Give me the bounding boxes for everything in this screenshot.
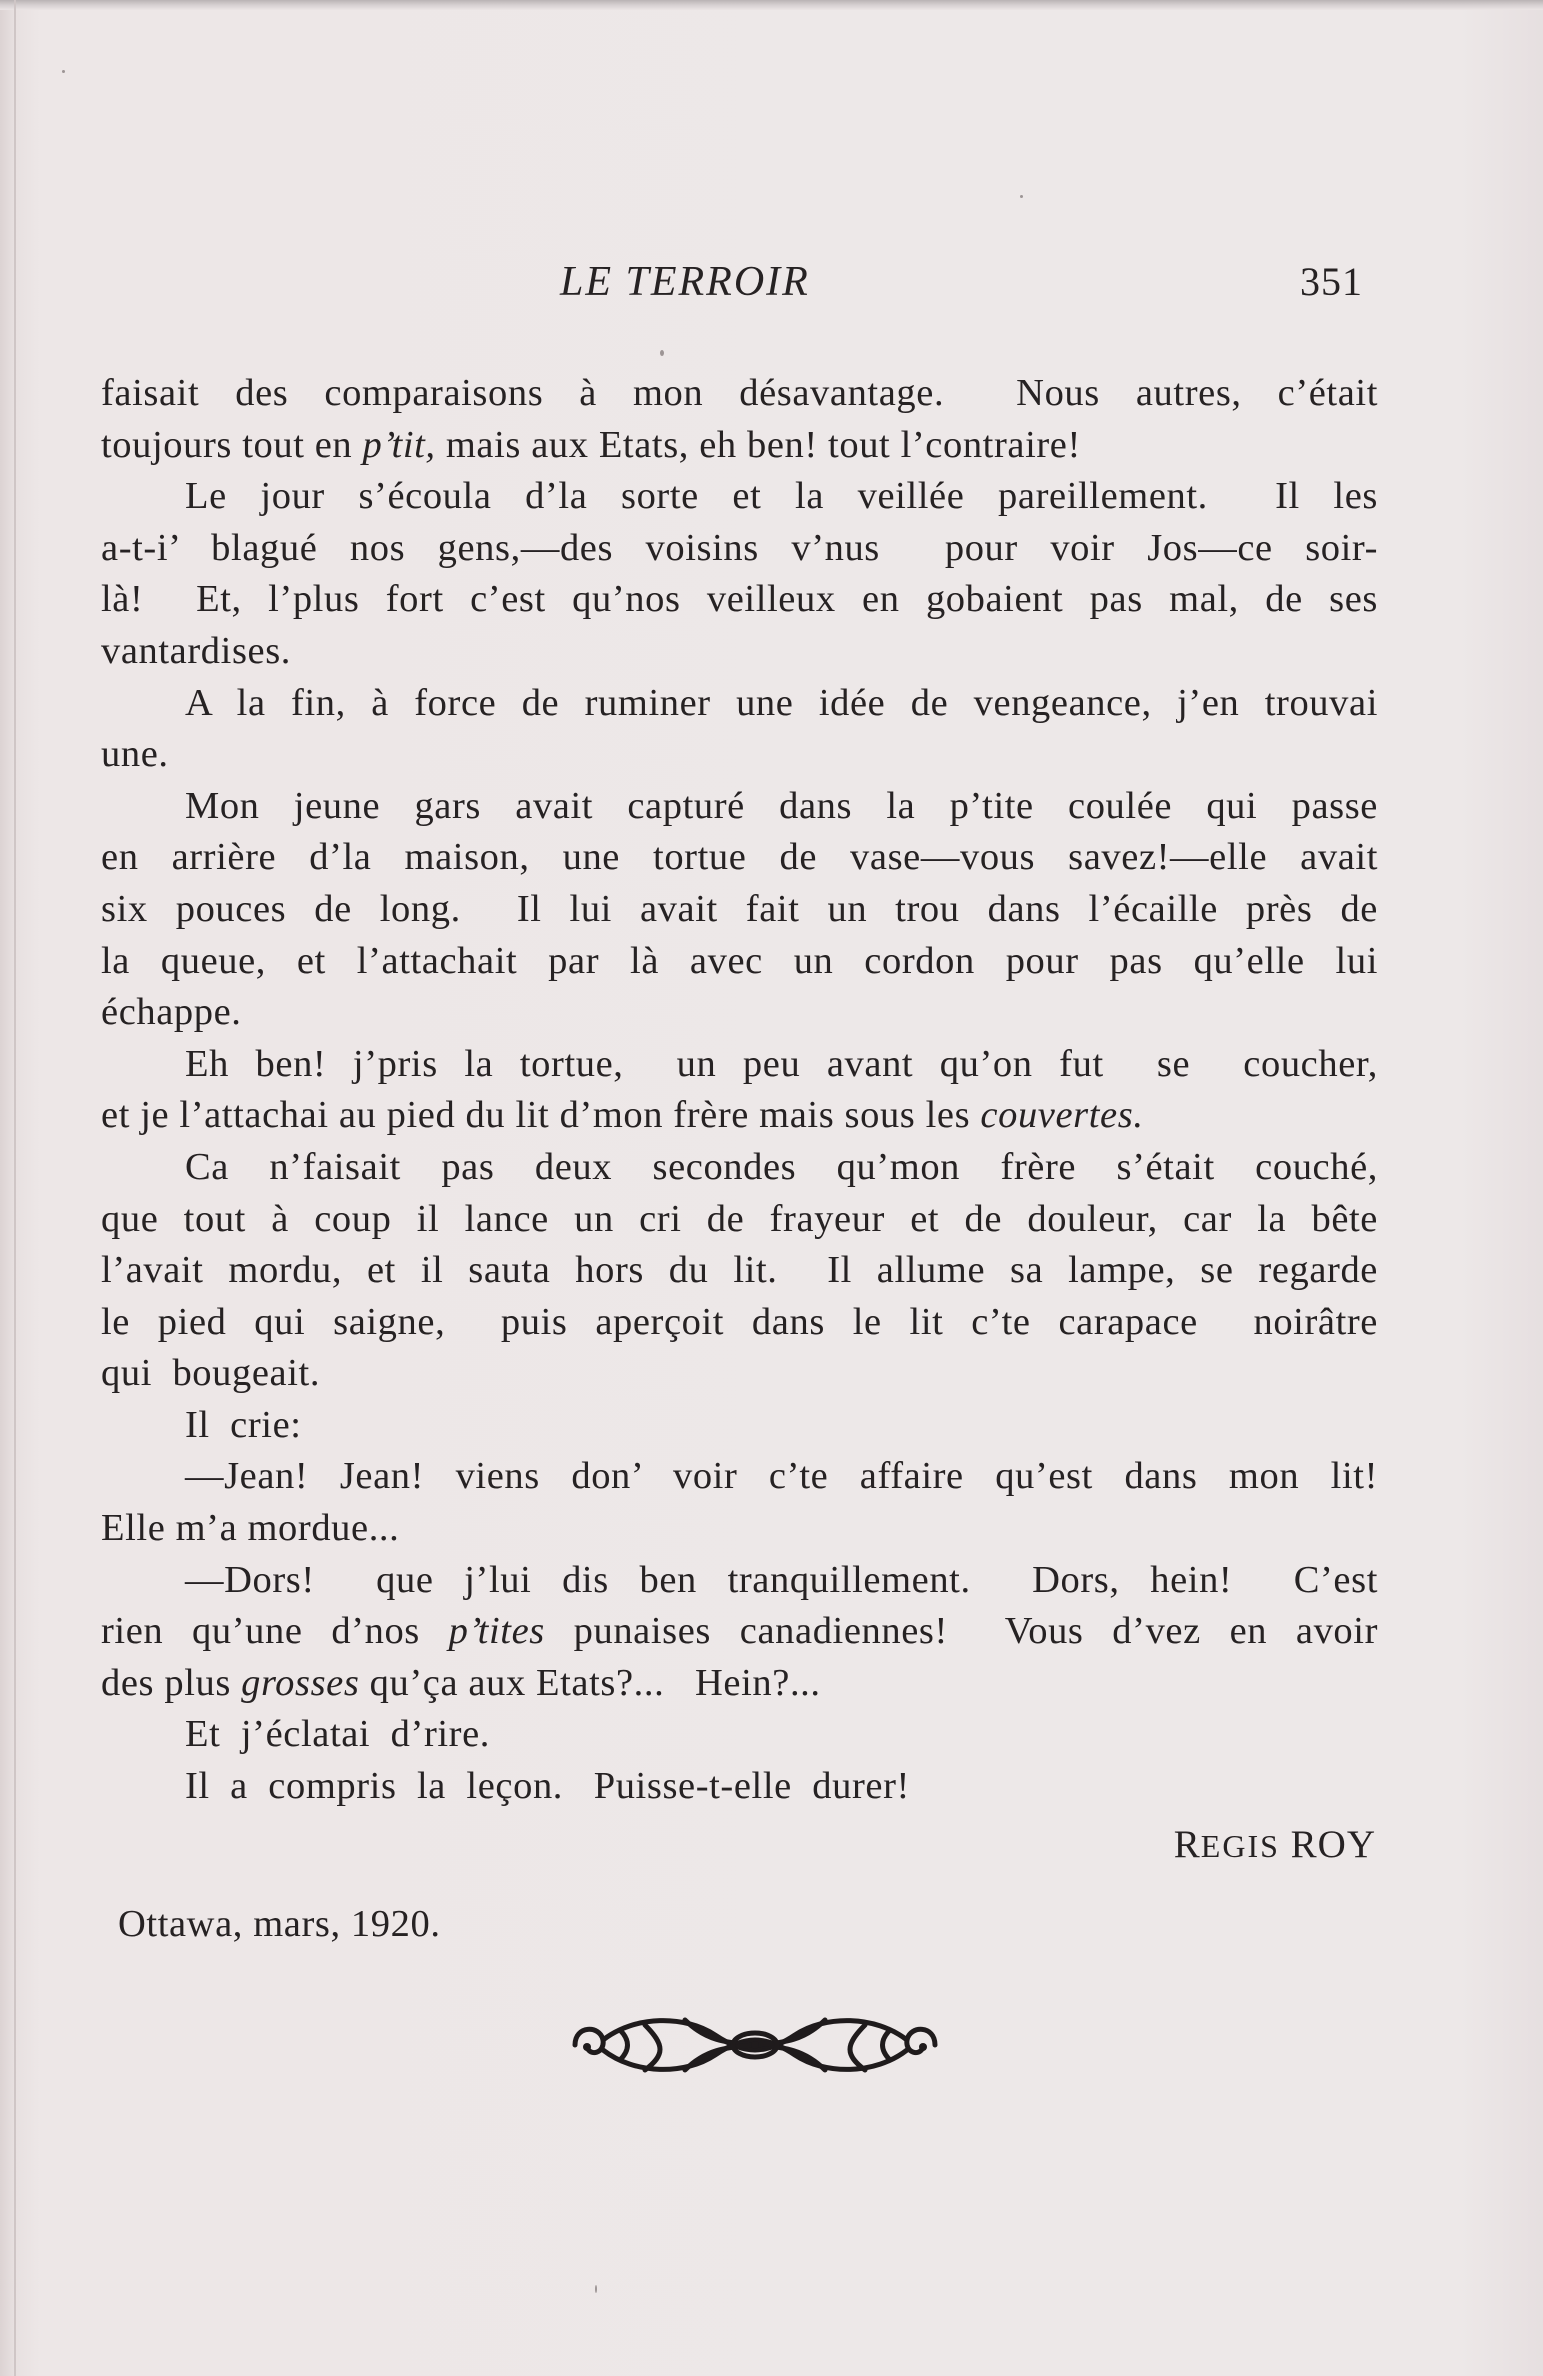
text-segment: Mon jeune gars avait capturé dans la p’tite coulée qui passe bbox=[185, 784, 1378, 827]
paper-speck bbox=[1020, 195, 1023, 198]
text-segment: Eh ben! j’pris la tortue, un peu avant qu’on fut se coucher, bbox=[185, 1042, 1378, 1085]
text-segment: a-t-i’ blagué nos gens,—des voisins v’nus pour voir Jos—ce soir- bbox=[101, 526, 1378, 569]
body-text bbox=[101, 368, 1378, 1813]
text-line bbox=[101, 1400, 1378, 1452]
text-segment: —Dors! que j’lui dis ben tranquillement. Dors, hein! C’est bbox=[185, 1558, 1378, 1601]
knotwork-tailpiece-icon bbox=[555, 1995, 955, 2095]
text-segment: une. bbox=[101, 733, 169, 776]
text-segment: l’avait mordu, et il sauta hors du lit. Il allume sa lampe, se regarde bbox=[101, 1249, 1378, 1292]
text-segment: six pouces de long. Il lui avait fait un trou dans l’écaille près de bbox=[101, 887, 1378, 930]
running-head bbox=[0, 258, 1543, 318]
text-line bbox=[101, 884, 1378, 936]
paper-speck bbox=[660, 350, 664, 356]
signature-small-caps: EGIS bbox=[1200, 1828, 1280, 1864]
text-segment: que tout à coup il lance un cri de frayeur et de douleur, car la bête bbox=[101, 1197, 1378, 1240]
italic-text: grosses bbox=[241, 1661, 360, 1704]
text-line bbox=[101, 1451, 1378, 1503]
text-segment: Et j’éclatai d’rire. bbox=[185, 1713, 490, 1756]
text-line bbox=[101, 1761, 1378, 1813]
page-top-edge bbox=[0, 0, 1543, 10]
text-line bbox=[101, 1348, 1378, 1400]
text-segment: rien qu’une d’nos bbox=[101, 1610, 449, 1653]
text-line bbox=[101, 1503, 1378, 1555]
text-line bbox=[101, 936, 1378, 988]
text-segment: en arrière d’la maison, une tortue de vase—vous savez!—elle avait bbox=[101, 836, 1378, 879]
text-line bbox=[101, 832, 1378, 884]
signature-surname: ROY bbox=[1290, 1823, 1376, 1866]
page-number: 351 bbox=[1300, 259, 1363, 304]
text-segment: vantardises. bbox=[101, 629, 292, 672]
text-segment: là! Et, l’plus fort c’est qu’nos veilleux en gobaient pas mal, de ses bbox=[101, 578, 1378, 621]
text-segment: Le jour s’écoula d’la sorte et la veillée pareillement. Il les bbox=[185, 475, 1378, 518]
paper-speck bbox=[595, 2285, 597, 2293]
text-line bbox=[101, 1658, 1378, 1710]
dateline: Ottawa, mars, 1920. bbox=[118, 1903, 441, 1945]
text-line bbox=[101, 420, 1378, 472]
text-line bbox=[101, 1245, 1378, 1297]
text-segment: Elle m’a mordue... bbox=[101, 1507, 400, 1550]
text-line bbox=[101, 626, 1378, 678]
text-line bbox=[101, 1039, 1378, 1091]
text-line bbox=[101, 471, 1378, 523]
text-line bbox=[101, 678, 1378, 730]
text-segment: toujours tout en bbox=[101, 423, 363, 466]
text-segment: Il a compris la leçon. Puisse-t-elle durer! bbox=[185, 1765, 910, 1808]
text-line bbox=[101, 1555, 1378, 1607]
text-segment: le pied qui saigne, puis aperçoit dans le lit c’te carapace noirâtre bbox=[101, 1300, 1378, 1343]
text-segment: qui bougeait. bbox=[101, 1352, 321, 1395]
text-line bbox=[101, 1709, 1378, 1761]
text-line bbox=[101, 1194, 1378, 1246]
text-line bbox=[101, 368, 1378, 420]
paper-speck bbox=[62, 70, 65, 73]
text-segment: A la fin, à force de ruminer une idée de vengeance, j’en trouvai bbox=[185, 681, 1378, 724]
text-segment: Ca n’faisait pas deux secondes qu’mon frère s’était couché, bbox=[185, 1145, 1378, 1188]
signature-initial: R bbox=[1173, 1823, 1201, 1866]
author-signature bbox=[0, 1822, 1376, 1867]
page-gutter bbox=[14, 0, 16, 2376]
italic-text: p’tit, bbox=[362, 423, 436, 466]
text-line bbox=[101, 1142, 1378, 1194]
text-segment: —Jean! Jean! viens don’ voir c’te affaire qu’est dans mon lit! bbox=[185, 1455, 1378, 1498]
text-segment: échappe. bbox=[101, 991, 242, 1034]
italic-text: couvertes. bbox=[980, 1094, 1144, 1137]
running-title: LE TERROIR bbox=[560, 259, 810, 305]
text-segment: Il crie: bbox=[185, 1403, 302, 1446]
text-line bbox=[101, 1297, 1378, 1349]
text-line bbox=[101, 523, 1378, 575]
text-segment: la queue, et l’attachait par là avec un cordon pour pas qu’elle lui bbox=[101, 939, 1378, 982]
text-segment: punaises canadiennes! Vous d’vez en avoir bbox=[544, 1610, 1378, 1653]
text-line bbox=[101, 1606, 1378, 1658]
text-line bbox=[101, 574, 1378, 626]
italic-text: p’tites bbox=[448, 1610, 545, 1653]
text-segment: faisait des comparaisons à mon désavantage. Nous autres, c’était bbox=[101, 372, 1378, 414]
text-segment: qu’ça aux Etats?... Hein?... bbox=[359, 1661, 821, 1704]
text-line bbox=[101, 1090, 1378, 1142]
text-segment: et je l’attachai au pied du lit d’mon frère mais sous les bbox=[101, 1094, 981, 1137]
text-line bbox=[101, 781, 1378, 833]
text-segment: des plus bbox=[101, 1661, 242, 1704]
text-segment: mais aux Etats, eh ben! tout l’contraire! bbox=[435, 423, 1081, 466]
text-line bbox=[101, 987, 1378, 1039]
text-line bbox=[101, 729, 1378, 781]
